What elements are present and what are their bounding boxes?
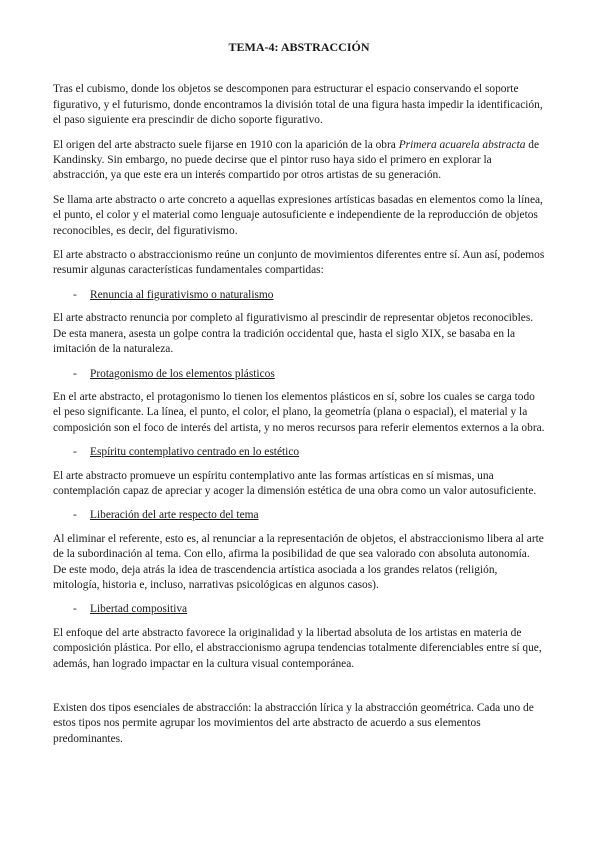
section-heading-plastic-elements [53, 367, 545, 382]
definition-paragraph: Se llama arte abstracto o arte concreto a aquellas expresiones artísticas basadas en elementos como la línea, el punto, el color y el material como lenguaje autosuficiente e independiente de la reproducción de objetos reconocibles, es decir, del figurativismo. [53, 193, 543, 237]
origin-paragraph [53, 138, 545, 184]
artwork-title: Primera acuarela abstracta [398, 138, 526, 151]
section-heading-text: Protagonismo de los elementos plásticos [90, 367, 275, 380]
section-paragraph-compositional-freedom: El enfoque del arte abstracto favorece la originalidad y la libertad absoluta de los artistas en materia de composición plástica. Por ello, el abstraccionismo agrupa tendencias totalmente diferenciables entre sí que, además, han logrado impactar en la cultura visual contemporánea. [53, 626, 542, 670]
bullet-dash: - [73, 603, 77, 616]
intro-paragraph: Tras el cubismo, donde los objetos se descomponen para estructurar el espacio conservando el soporte figurativo, y el futurismo, donde encontramos la división total de una figura hasta impedir la identificación, el paso siguiente era prescindir de dicho soporte figurativo. [53, 83, 543, 127]
section-paragraph-plastic-elements: En el arte abstracto, el protagonismo lo tienen los elementos plásticos en sí, sobre los cuales se carga todo el peso significante. La línea, el punto, el color, el plano, la geometría (plana o espacial), el material y la composición son el foco de interés del artista, y no meros recursos para referir elementos externos a la obra. [53, 390, 545, 434]
section-heading-text: Liberación del arte respecto del tema [90, 509, 259, 522]
paragraph-spacer [53, 681, 545, 701]
page-title: TEMA-4: ABSTRACCIÓN [228, 40, 370, 54]
section-heading-figurativism [53, 288, 545, 303]
section-heading-contemplative [53, 445, 545, 460]
bullet-dash: - [73, 288, 77, 301]
section-heading-text: Libertad compositiva [90, 603, 188, 616]
section-paragraph-theme-liberation: Al eliminar el referente, esto es, al renunciar a la representación de objetos, el abstraccionismo libera al arte de la subordinación al tema. Con ello, afirma la posibilidad de que sea valorado con absoluta autonomía. De este modo, deja atrás la idea de trascendencia artística asociada a los grandes relatos (religión, mitología, historia e, incluso, narrativas psicológicas en algunos casos). [53, 532, 544, 591]
section-heading-text: Espíritu contemplativo centrado en lo estético [90, 446, 300, 459]
bullet-dash: - [73, 509, 77, 522]
section-heading-text: Renuncia al figurativismo o naturalismo [90, 288, 274, 301]
origin-text-start: El origen del arte abstracto suele fijarse en 1910 con la aparición de la obra [53, 138, 399, 151]
section-heading-compositional-freedom [53, 602, 545, 617]
section-heading-theme-liberation [53, 508, 545, 523]
types-paragraph: Existen dos tipos esenciales de abstracción: la abstracción lírica y la abstracción geométrica. Cada uno de estos tipos nos permite agrupar los movimientos del arte abstracto de acuerdo a sus elementos predominantes. [53, 702, 534, 745]
characteristics-intro-paragraph: El arte abstracto o abstraccionismo reúne un conjunto de movimientos diferentes entre sí. Aun así, podemos resumir algunas características fundamentales compartidas: [53, 249, 545, 277]
section-paragraph-contemplative: El arte abstracto promueve un espíritu contemplativo ante las formas artísticas en sí mismas, una contemplación capaz de apreciar y acoger la dimensión estética de una obra como un valor autosuficiente. [53, 469, 537, 497]
origin-text-end: de Kandinsky. Sin embargo, no puede decirse que el pintor ruso haya sido el primero en explorar la abstracción, ya que este era un interés compartido por otros artistas de su generación. [53, 138, 540, 182]
bullet-dash: - [73, 367, 77, 380]
bullet-dash: - [73, 446, 77, 459]
section-paragraph-figurativism: El arte abstracto renuncia por completo al figurativismo al prescindir de representar objetos reconocibles. De esta manera, asesta un golpe contra la tradición occidental que, hasta el siglo XIX, se basaba en la imitación de la naturaleza. [53, 312, 534, 356]
